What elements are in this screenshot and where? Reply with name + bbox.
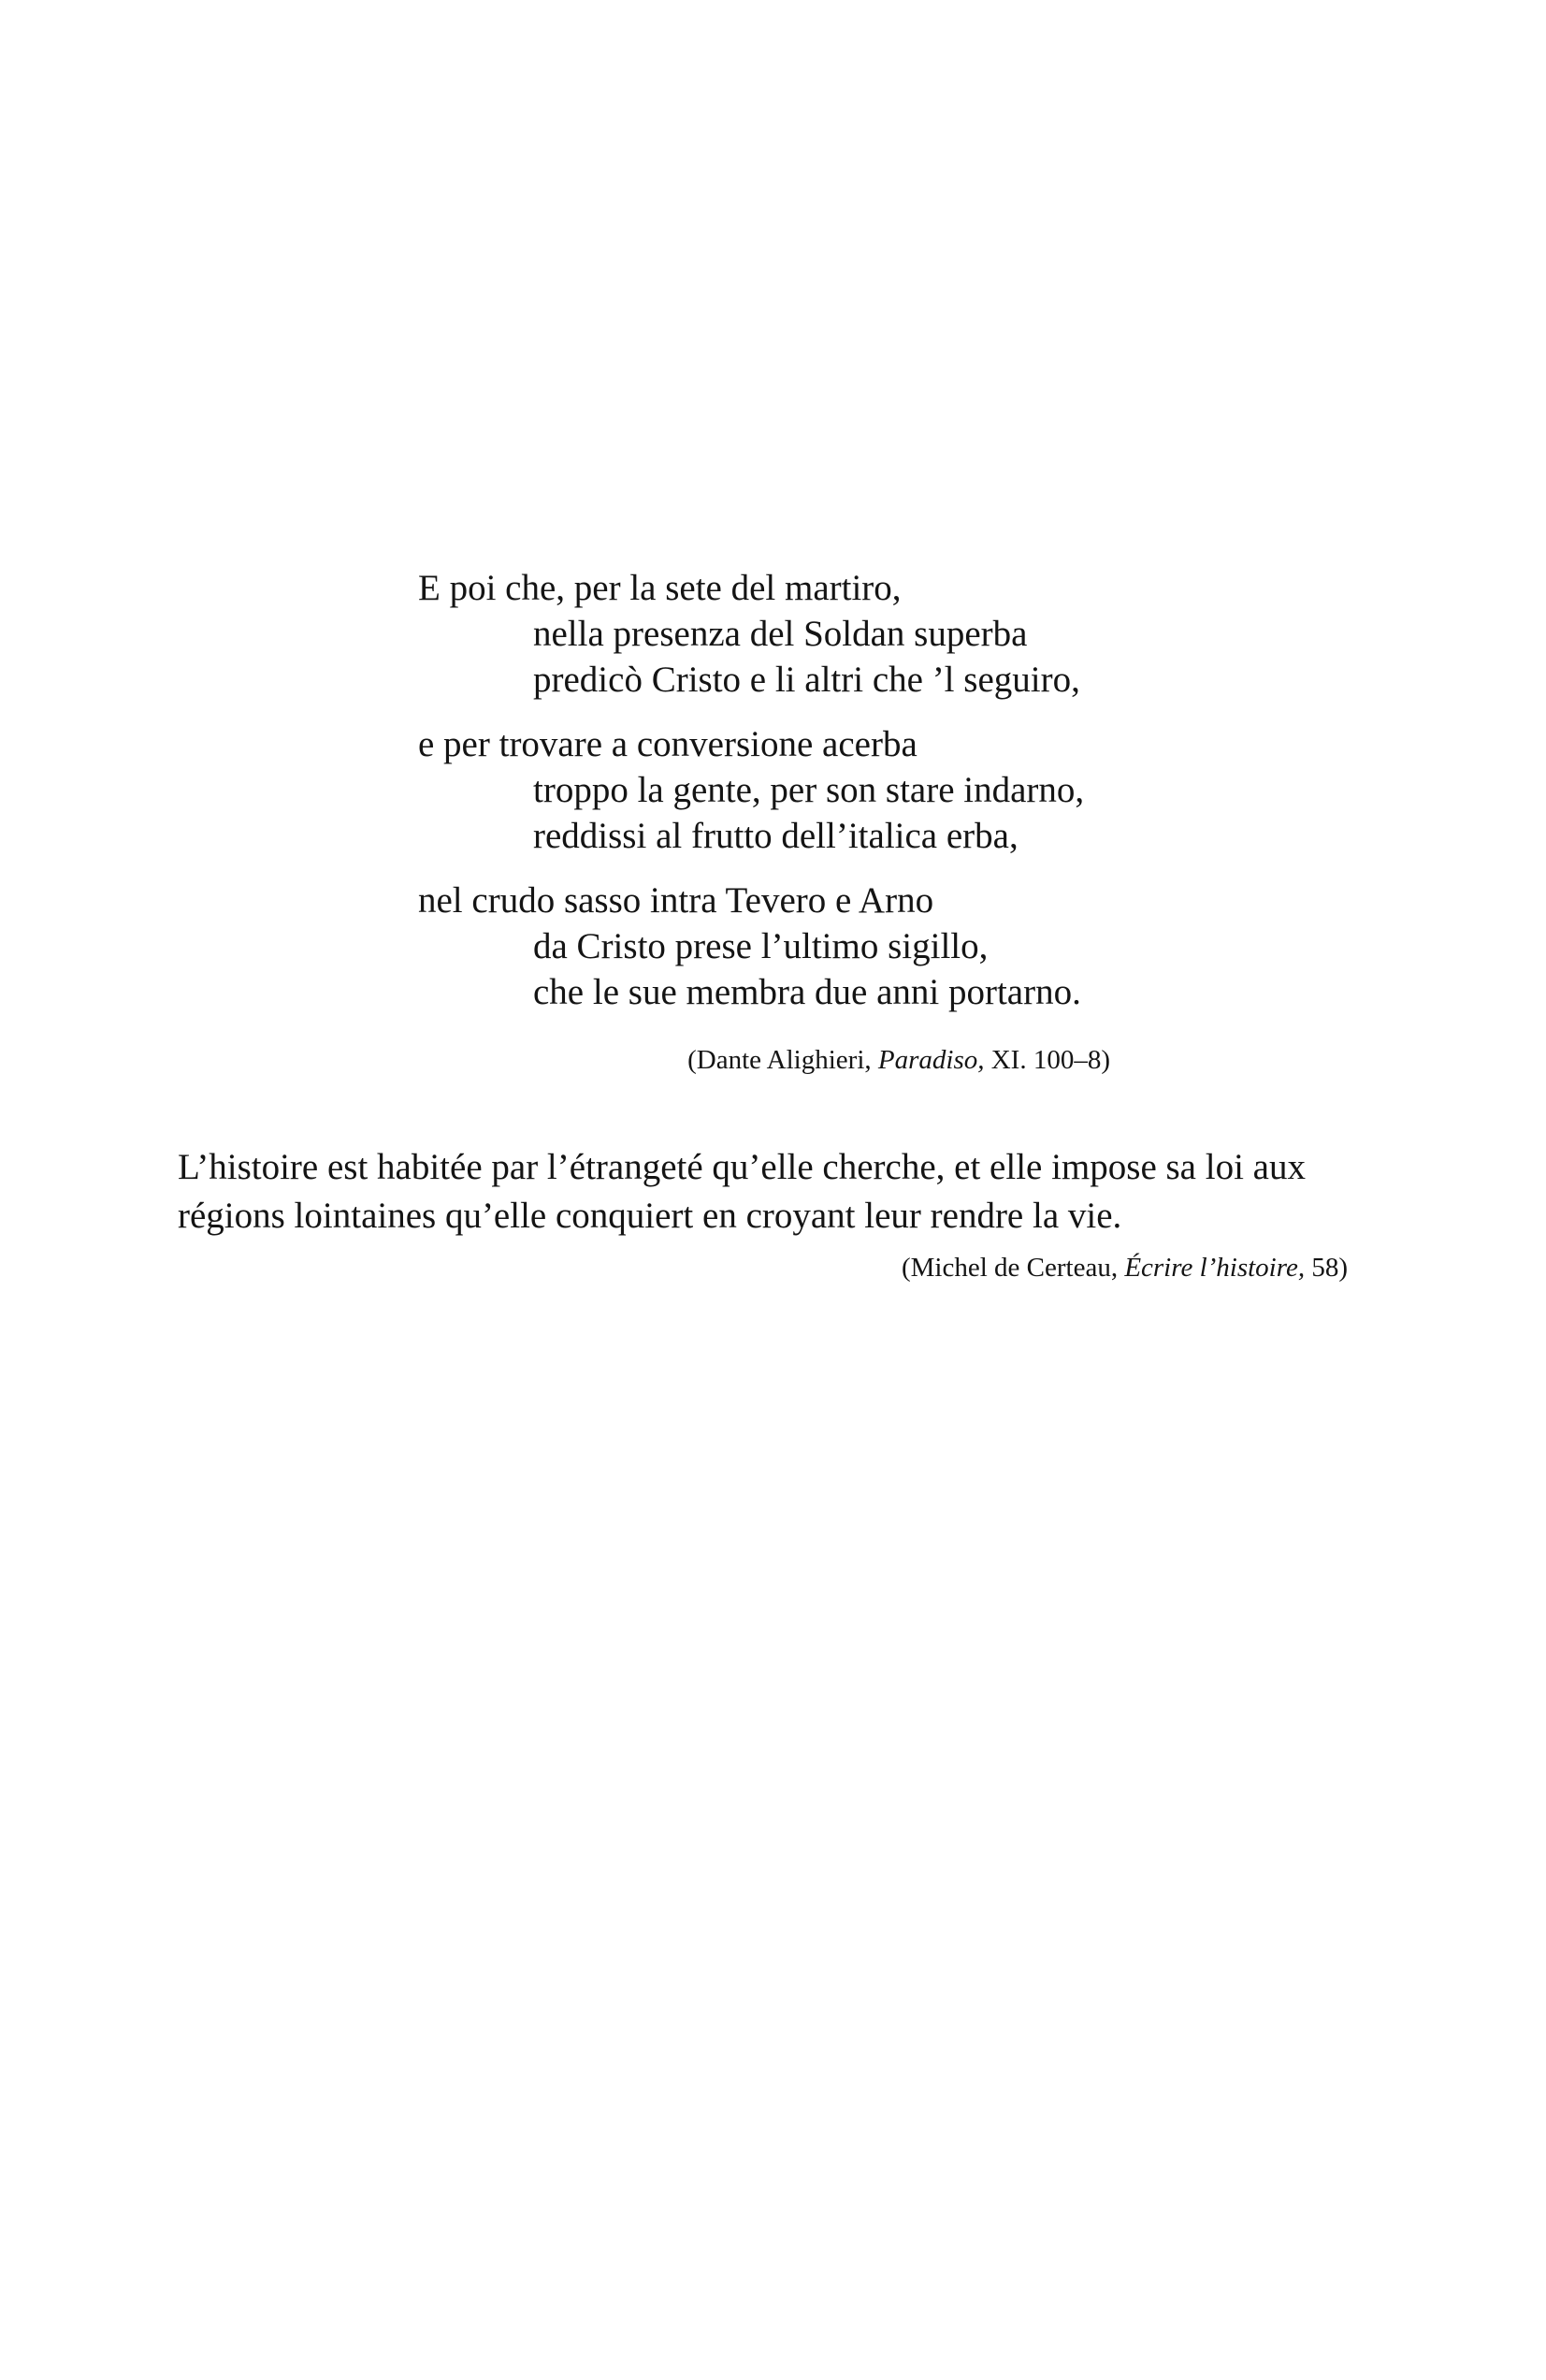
- verse-line: predicò Cristo e li altri che ’l seguiro,: [533, 660, 1080, 700]
- verse-line: reddissi al frutto dell’italica erba,: [533, 816, 1019, 856]
- stanza-1: [418, 565, 1129, 703]
- certeau-epigraph: [178, 1143, 1347, 1241]
- citation-title: Écrire l’histoire,: [1124, 1253, 1306, 1283]
- prose-line: régions lointaines qu’elle conquiert en croyant leur rendre la vie.: [178, 1196, 1122, 1236]
- citation-reference: 58): [1305, 1253, 1348, 1283]
- verse-line: nella presenza del Soldan superba: [533, 614, 1028, 654]
- verse-line: nel crudo sasso intra Tevero e Arno: [418, 880, 934, 921]
- verse-line: da Cristo prese l’ultimo sigillo,: [533, 926, 989, 966]
- citation-reference: XI. 100–8): [984, 1045, 1110, 1075]
- citation-title: Paradiso,: [877, 1045, 985, 1075]
- prose-line: L’histoire est habitée par l’étrangeté qu’elle cherche, et elle impose sa loi aux: [178, 1147, 1306, 1187]
- dante-citation: [687, 1042, 1110, 1078]
- stanza-3: [418, 878, 1129, 1015]
- stanza-2: [418, 721, 1129, 859]
- certeau-citation: [902, 1250, 1348, 1285]
- dante-epigraph: [418, 565, 1129, 1034]
- verse-line: che le sue membra due anni portarno.: [533, 972, 1081, 1012]
- verse-line: troppo la gente, per son stare indarno,: [533, 770, 1085, 810]
- verse-line: E poi che, per la sete del martiro,: [418, 568, 902, 608]
- citation-author: (Dante Alighieri,: [687, 1045, 878, 1075]
- verse-line: e per trovare a conversione acerba: [418, 724, 917, 764]
- citation-author: (Michel de Certeau,: [901, 1253, 1125, 1283]
